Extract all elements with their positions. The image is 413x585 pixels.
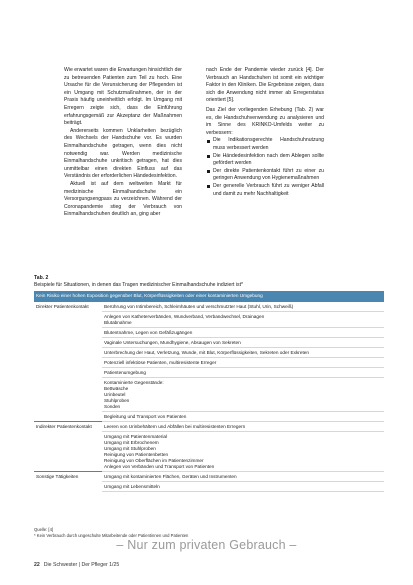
row-description bbox=[102, 358, 384, 368]
row-category bbox=[34, 368, 102, 378]
row-description-line: Anlegen von Katheterverbänden, Wundverband, Verbandwechsel, Drainagen bbox=[104, 313, 265, 319]
table-header-row bbox=[34, 291, 384, 302]
row-description-line: Umgang mit Lebensmitteln bbox=[104, 483, 160, 489]
table-header: Kein Risiko einer hohen Exposition gegenüber Blut, Körperflüssigkeiten oder einer kontaminierten Umgebung bbox=[34, 291, 384, 302]
row-description-line: Vaginale Untersuchungen, Mundhygiene, Absaugen von Sekreten bbox=[104, 339, 241, 345]
row-description bbox=[102, 432, 384, 472]
row-description bbox=[102, 482, 384, 492]
row-category bbox=[34, 338, 102, 348]
table-caption bbox=[34, 275, 386, 289]
row-description bbox=[102, 348, 384, 358]
row-category bbox=[34, 482, 102, 492]
right-column-intro: nach Ende der Pandemie wieder zurück [4]. Der Verbrauch an Handschuhen ist somit ein wichtiger Faktor in den Kliniken. Die Ergebnisse zeigen, dass sich die Anwendung nicht immer ab Erregerstatus orientiert [5]. bbox=[206, 67, 324, 104]
row-description bbox=[102, 338, 384, 348]
table-caption-label: Tab. 2 bbox=[34, 275, 49, 281]
page-footer bbox=[34, 562, 119, 568]
row-description bbox=[102, 302, 384, 312]
table-row bbox=[34, 368, 384, 378]
row-category bbox=[34, 412, 102, 422]
article-left-column bbox=[64, 67, 182, 219]
table-caption-text: Beispiele für Situationen, in denen das Tragen medizinischer Einmalhandschuhe indiziert ist* bbox=[34, 281, 243, 288]
row-description-line: Blutabnahme bbox=[104, 319, 132, 325]
row-description-line: Umgang mit Patientenmaterial bbox=[104, 433, 168, 439]
journal-name: Die Schwester | Der Pfleger 1/25 bbox=[43, 562, 120, 568]
row-description-line: Reinigung von Oberflächen im Patientenzimmer bbox=[104, 457, 204, 463]
page-number: 22 bbox=[34, 562, 40, 568]
table-row bbox=[34, 482, 384, 492]
row-description-line: Patientenumgebung bbox=[104, 369, 146, 375]
row-description-line: Umgang mit kontaminierten Flächen, Geräten und Instrumenten bbox=[104, 473, 237, 479]
recommendation-item: Die Indikationsgerechte Handschuhnutzung muss verbessert werden bbox=[206, 137, 324, 152]
row-description-line: Potenziell infektiöse Patienten, multiresistente Erreger bbox=[104, 359, 217, 365]
row-description bbox=[102, 368, 384, 378]
left-column-paragraph: Andererseits kommen Unklarheiten bezüglich des Wechsels der Handschuhe vor. Es wurden Einmalhandschuhe getragen, wenn dies nicht notwendig war. Werden medizinische Einmalhandschuhe unkritisch getragen, hat dies unmittelbar einen direkten Einfluss auf das Verständnis der erforderlichen Händedesinfektion. bbox=[64, 127, 182, 180]
row-description bbox=[102, 312, 384, 328]
row-description-line: Anlegen von Verbänden und Transport von Patienten bbox=[104, 463, 215, 469]
row-description-line: Urinbeutel bbox=[104, 391, 126, 397]
row-description-line: Unterbrechung der Haut, Verletzung, Wunde, mit Blut, Körperflüssigkeiten, Sekreten oder Exkreten bbox=[104, 349, 309, 355]
recommendation-item: Der generelle Verbrauch führt zu weniger Abfall und damit zu mehr Nachhaltigkeit bbox=[206, 183, 324, 198]
row-category: Indirekter Patientenkontakt bbox=[34, 422, 102, 432]
row-description-line: Bettwäsche bbox=[104, 385, 129, 391]
table-body bbox=[34, 302, 384, 492]
table-row bbox=[34, 312, 384, 328]
table-row bbox=[34, 378, 384, 412]
watermark: – Nur zum privaten Gebrauch – bbox=[116, 538, 297, 552]
row-category bbox=[34, 312, 102, 328]
row-description-line: Leeren von Urinbehältern und Abfällen bei multiresistenten Erregern bbox=[104, 423, 246, 429]
row-description-line: Begleitung und Transport von Patienten bbox=[104, 413, 187, 419]
row-description-line: Reinigung von Patientenbetten bbox=[104, 451, 169, 457]
row-description bbox=[102, 378, 384, 412]
row-description-line: Kontaminierte Gegenstände: bbox=[104, 379, 164, 385]
table-row bbox=[34, 302, 384, 312]
row-description-line: Umgang mit Stuhlproben bbox=[104, 445, 156, 451]
row-description-line: Umgang mit Erbrochenem bbox=[104, 439, 159, 445]
table-row bbox=[34, 328, 384, 338]
row-description-line: Sonden bbox=[104, 403, 121, 409]
row-category: Sonstige Tätigkeiten bbox=[34, 472, 102, 482]
row-category bbox=[34, 328, 102, 338]
row-category bbox=[34, 348, 102, 358]
footnote-source: Quelle: [4] bbox=[34, 527, 54, 532]
row-description bbox=[102, 328, 384, 338]
footnote-note: * Kein Verbrauch durch ungeschulte Mitarbeitende oder Patientinnen und Patienten bbox=[34, 533, 189, 538]
row-description bbox=[102, 422, 384, 432]
table-row bbox=[34, 358, 384, 368]
recommendation-item: Die Händedesinfektion nach dem Ablegen sollte gefördert werden bbox=[206, 153, 324, 168]
recommendation-item: Der direkte Patientenkontakt führt zu einer zu geringen Anwendung von Hygienemaßnahmen bbox=[206, 168, 324, 183]
table-row bbox=[34, 422, 384, 432]
row-description-line: Blutentnahme, Legen von Gefäßzugängen bbox=[104, 329, 193, 335]
row-category bbox=[34, 358, 102, 368]
glove-indication-table bbox=[34, 291, 384, 492]
table-row bbox=[34, 348, 384, 358]
table-row bbox=[34, 472, 384, 482]
left-column-paragraph: Wie erwartet waren die Erwartungen hinsichtlich der zu betreuenden Patienten zum Teil zu hoch. Eine Ursache für die Verunsicherung der Pflegenden ist ein Umgang mit Schutzmaßnahmen, der in der Praxis häufig uneinheitlich erfolgt. Im Umgang mit Erregern zeigte sich, dass die Einführung erfahrungsgemäß zur Akzeptanz der Maßnahmen beiträgt. bbox=[64, 67, 182, 127]
table-row bbox=[34, 432, 384, 472]
row-description-line: Stuhlproben bbox=[104, 397, 130, 403]
table-row bbox=[34, 412, 384, 422]
row-category: Direkter Patientenkontakt bbox=[34, 302, 102, 312]
row-description bbox=[102, 412, 384, 422]
right-column-intro-2: Das Ziel der vorliegenden Erhebung (Tab. 2) war es, die Handschuhverwendung zu analysieren und im Sinne des KRINKO-Umfelds weiter zu verbessern: bbox=[206, 106, 324, 136]
recommendation-list bbox=[206, 137, 324, 198]
row-category bbox=[34, 378, 102, 412]
article-right-column bbox=[206, 67, 324, 198]
left-column-paragraph: Aktuell ist auf dem weltweiten Markt für medizinische Einmalhandschuhe ein Versorgungsengpass zu verzeichnen. Während der Coronapandemie stieg der Verbrauch von Einmalhandschuhen deutlich an, ging aber bbox=[64, 180, 182, 218]
row-description bbox=[102, 472, 384, 482]
row-category bbox=[34, 432, 102, 472]
row-description-line: Berührung von Intimbereich, Schleimhäuten und verschmutzter Haut (Stuhl, Urin, Schweiß) bbox=[104, 303, 294, 309]
table-row bbox=[34, 338, 384, 348]
